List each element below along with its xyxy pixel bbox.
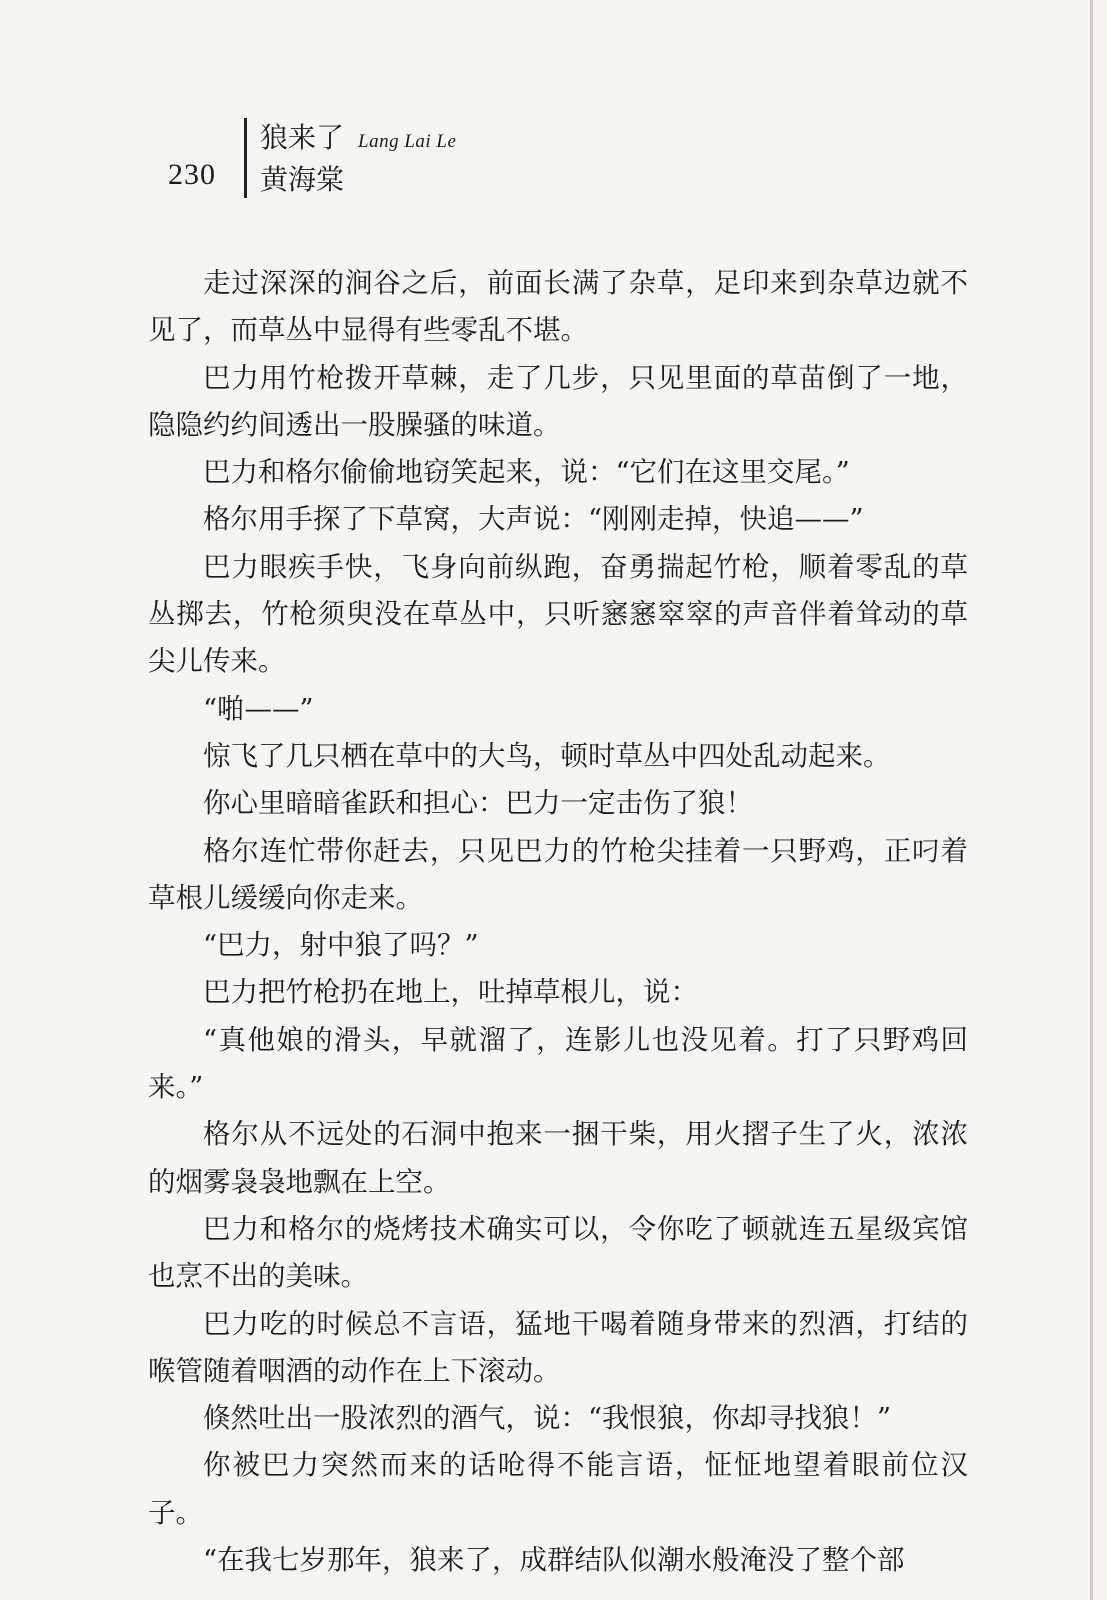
- book-title: 狼来了: [260, 121, 345, 154]
- paragraph: “在我七岁那年，狼来了，成群结队似潮水般淹没了整个部: [203, 1544, 905, 1577]
- paragraph: “真他娘的滑头，早就溜了，连影儿也没见着。打了只野鸡回来。”: [148, 1023, 968, 1104]
- paragraph: 走过深深的涧谷之后，前面长满了杂草，足印来到杂草边就不见了，而草丛中显得有些零乱不堪。: [148, 267, 968, 347]
- paragraph: 格尔连忙带你赶去，只见巴力的竹枪尖挂着一只野鸡，正叼着草根儿缓缓向你走来。: [148, 834, 968, 914]
- paragraph: 你心里暗暗雀跃和担心：巴力一定击伤了狼！: [203, 787, 753, 820]
- body-text: [148, 260, 968, 1584]
- paragraph: 你被巴力突然而来的话呛得不能言语，怔怔地望着眼前位汉子。: [148, 1449, 968, 1529]
- paragraph: 巴力和格尔偷偷地窃笑起来，说：“它们在这里交尾。”: [203, 456, 850, 489]
- paragraph: 巴力吃的时候总不言语，猛地干喝着随身带来的烈酒，打结的喉管随着咽酒的动作在上下滚动。: [148, 1307, 968, 1387]
- paragraph: 格尔用手探了下草窝，大声说：“刚刚走掉，快追——”: [203, 503, 864, 536]
- header-divider: [244, 118, 247, 198]
- page-number: 230: [168, 158, 216, 191]
- paragraph: “巴力，射中狼了吗？”: [203, 929, 479, 962]
- page-edge: [1090, 0, 1093, 1600]
- paragraph: 格尔从不远处的石洞中抱来一捆干柴，用火摺子生了火，浓浓的烟雾袅袅地飘在上空。: [148, 1118, 968, 1198]
- header-title: [260, 116, 456, 156]
- paragraph: 倏然吐出一股浓烈的酒气，说：“我恨狼，你却寻找狼！”: [203, 1402, 892, 1435]
- paragraph: 巴力和格尔的烧烤技术确实可以，令你吃了顿就连五星级宾馆也烹不出的美味。: [148, 1212, 968, 1293]
- paragraph: 巴力把竹枪扔在地上，吐掉草根儿，说：: [203, 976, 698, 1009]
- paragraph: “啪——”: [203, 692, 314, 725]
- paragraph: 巴力用竹枪拨开草棘，走了几步，只见里面的草苗倒了一地，隐隐约约间透出一股臊骚的味道。: [148, 361, 968, 441]
- book-title-pinyin: Lang Lai Le: [358, 131, 457, 152]
- author-name: 黄海棠: [260, 163, 345, 196]
- paragraph: 惊飞了几只栖在草中的大鸟，顿时草丛中四处乱动起来。: [203, 739, 891, 772]
- paragraph: 巴力眼疾手快，飞身向前纵跑，奋勇揣起竹枪，顺着零乱的草丛掷去，竹枪须臾没在草丛中，只听窸窸窣窣的声音伴着耸动的草尖儿传来。: [148, 550, 968, 678]
